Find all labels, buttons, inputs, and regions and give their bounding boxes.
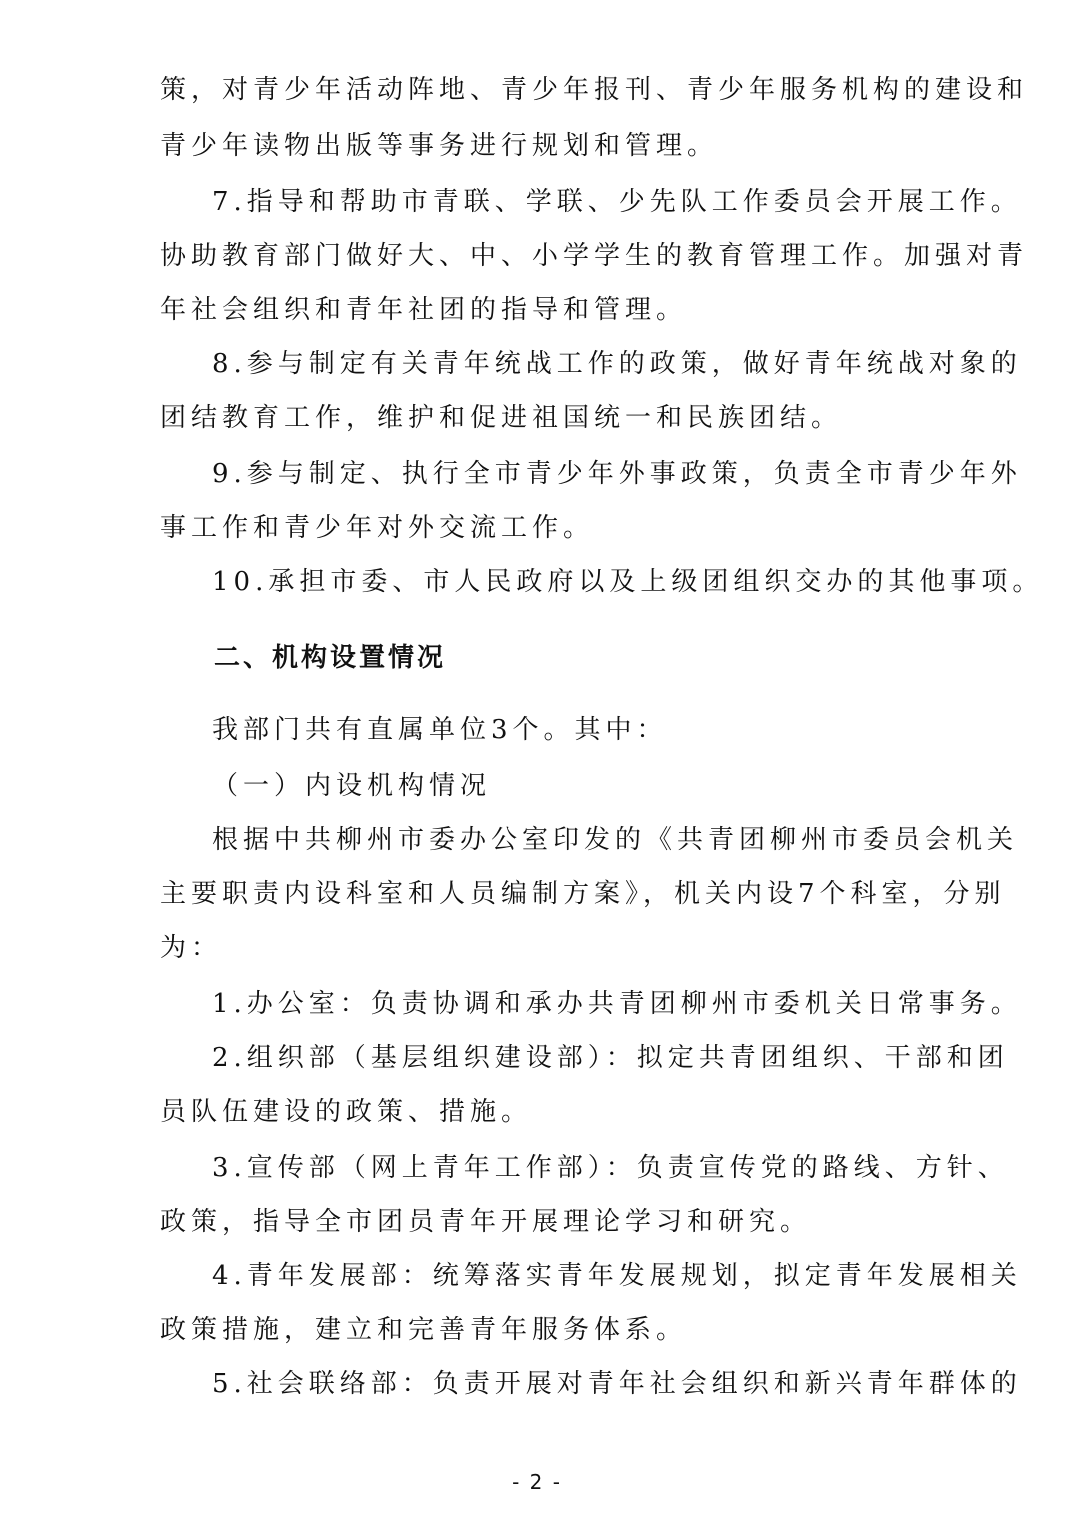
page-number: - 2 - [512,1470,562,1494]
text-line: 政策措施，建立和完善青年服务体系。 [160,1315,688,1345]
text-line: 策，对青少年活动阵地、青少年报刊、青少年服务机构的建设和 [160,75,1029,105]
text-line: 团结教育工作，维护和促进祖国统一和民族团结。 [160,403,843,433]
text-line: 1.办公室：负责协调和承办共青团柳州市委机关日常事务。 [212,989,1022,1019]
text-line: 员队伍建设的政策、措施。 [160,1097,533,1127]
text-line: 8.参与制定有关青年统战工作的政策，做好青年统战对象的 [212,349,1022,379]
text-line: 根据中共柳州市委办公室印发的《共青团柳州市委员会机关 [212,825,1019,855]
text-line: 政策，指导全市团员青年开展理论学习和研究。 [160,1207,812,1237]
text-line: 为： [160,933,223,963]
text-line: 我部门共有直属单位3个。其中： [212,715,668,745]
text-line: 事工作和青少年对外交流工作。 [160,513,595,543]
text-line: 4.青年发展部：统筹落实青年发展规划，拟定青年发展相关 [212,1261,1022,1291]
text-line: 3.宣传部（网上青年工作部）：负责宣传党的路线、方针、 [212,1153,1009,1183]
text-line: 10.承担市委、市人民政府以及上级团组织交办的其他事项。 [212,567,1044,597]
text-line: 2.组织部（基层组织建设部）：拟定共青团组织、干部和团 [212,1043,1009,1073]
text-line: 5.社会联络部：负责开展对青年社会组织和新兴青年群体的 [212,1369,1022,1399]
text-line: 年社会组织和青年社团的指导和管理。 [160,295,688,325]
text-line: 协助教育部门做好大、中、小学学生的教育管理工作。加强对青 [160,241,1029,271]
text-line: 主要职责内设科室和人员编制方案》，机关内设7个科室，分别 [160,879,1006,909]
text-line: 青少年读物出版等事务进行规划和管理。 [160,131,719,161]
section-heading: 二、机构设置情况 [214,643,447,673]
text-line: （一）内设机构情况 [212,771,492,801]
text-line: 7.指导和帮助市青联、学联、少先队工作委员会开展工作。 [212,187,1022,217]
text-line: 9.参与制定、执行全市青少年外事政策，负责全市青少年外 [212,459,1022,489]
